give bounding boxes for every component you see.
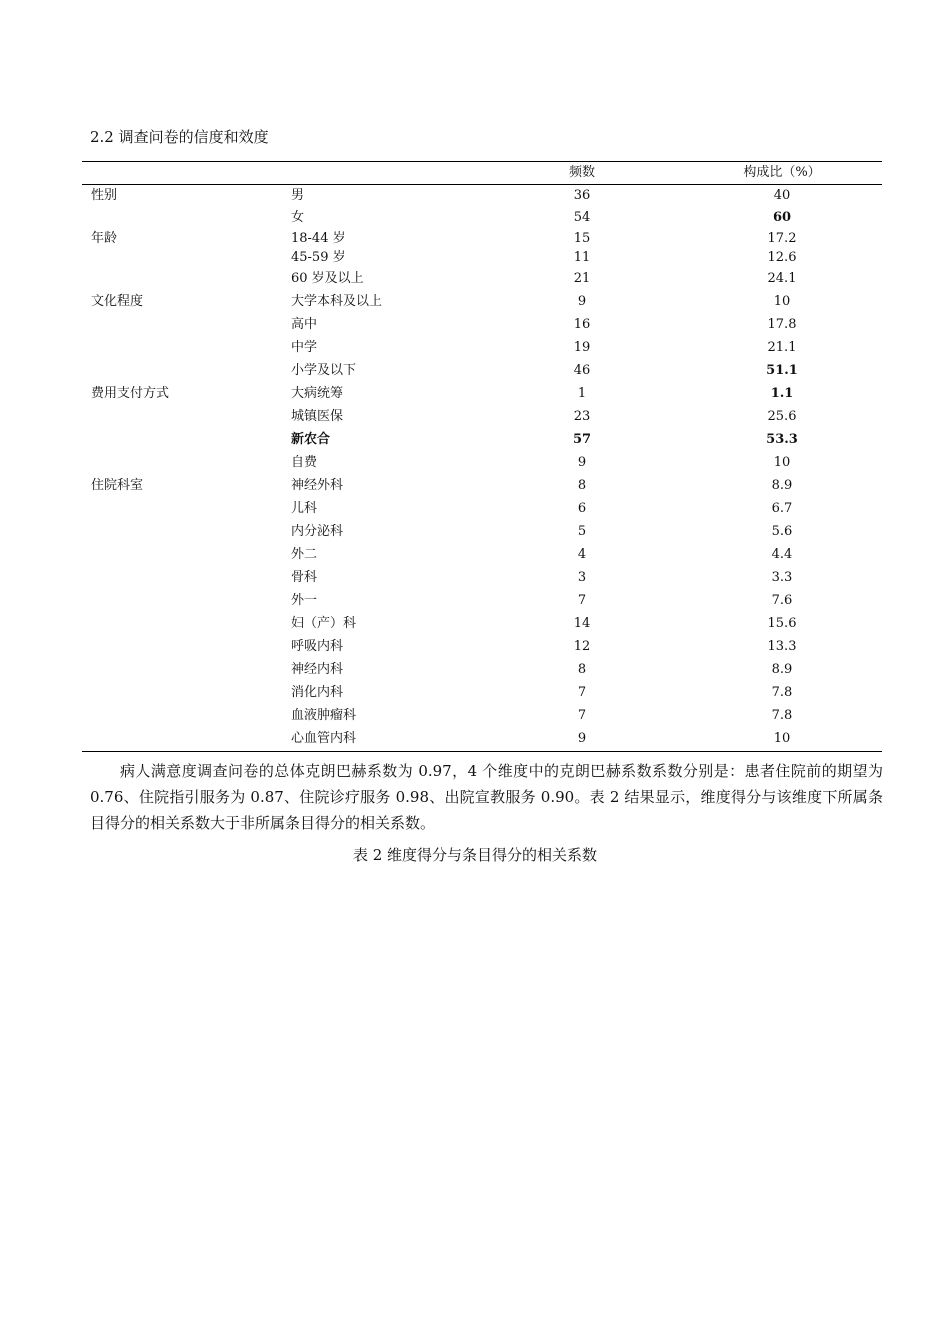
row-frequency: 14 [573, 616, 591, 631]
row-category: 文化程度 [91, 294, 144, 309]
row-percentage: 53.3 [766, 432, 798, 447]
row-category: 住院科室 [91, 478, 144, 493]
row-percentage: 1.1 [770, 386, 794, 401]
row-frequency: 19 [573, 340, 591, 355]
row-item: 消化内科 [291, 685, 344, 700]
table-row [82, 247, 882, 268]
section-heading: 2.2 调查问卷的信度和效度 [90, 128, 269, 146]
row-frequency: 8 [577, 478, 587, 493]
row-item: 外二 [291, 547, 318, 562]
row-item: 城镇医保 [291, 409, 344, 424]
row-item: 60 岁及以上 [291, 271, 364, 286]
row-category: 年龄 [91, 231, 118, 246]
table-row [82, 728, 882, 751]
row-item: 呼吸内科 [291, 639, 344, 654]
row-percentage: 7.6 [771, 593, 793, 608]
row-category: 性别 [91, 188, 118, 203]
table-row [82, 207, 882, 228]
row-item: 神经内科 [291, 662, 344, 677]
row-percentage: 7.8 [771, 685, 793, 700]
table-row [82, 337, 882, 360]
row-percentage: 8.9 [771, 478, 793, 493]
row-frequency: 12 [573, 639, 591, 654]
row-frequency: 9 [577, 455, 587, 470]
row-frequency: 8 [577, 662, 587, 677]
row-percentage: 15.6 [767, 616, 797, 631]
row-frequency: 6 [577, 501, 587, 516]
row-percentage: 4.4 [771, 547, 793, 562]
table-row [82, 360, 882, 383]
table-caption: 表 2 维度得分与条目得分的相关系数 [352, 846, 598, 864]
row-percentage: 40 [773, 188, 791, 203]
row-percentage: 10 [773, 731, 791, 746]
row-frequency: 1 [577, 386, 587, 401]
row-frequency: 23 [573, 409, 591, 424]
row-percentage: 25.6 [767, 409, 797, 424]
row-percentage: 24.1 [767, 271, 797, 286]
table-row [82, 636, 882, 659]
row-percentage: 10 [773, 294, 791, 309]
row-item: 血液肿瘤科 [291, 708, 357, 723]
row-item: 高中 [291, 317, 318, 332]
row-frequency: 5 [577, 524, 587, 539]
row-frequency: 9 [577, 731, 587, 746]
row-item: 外一 [291, 593, 318, 608]
row-percentage: 3.3 [771, 570, 793, 585]
row-item: 45-59 岁 [291, 250, 346, 265]
table-row [82, 452, 882, 475]
table-row [82, 705, 882, 728]
table-row [82, 544, 882, 567]
table-row [82, 185, 882, 207]
row-frequency: 7 [577, 685, 587, 700]
table-row [82, 659, 882, 682]
data-table [82, 161, 882, 752]
row-item: 男 [291, 188, 305, 203]
table-row [82, 228, 882, 247]
table-row [82, 682, 882, 705]
table-row [82, 383, 882, 406]
table-row [82, 475, 882, 498]
row-percentage: 60 [772, 210, 792, 225]
table-row [82, 429, 882, 452]
table-row [82, 268, 882, 291]
row-percentage: 5.6 [771, 524, 793, 539]
row-percentage: 13.3 [767, 639, 797, 654]
row-percentage: 17.2 [767, 231, 797, 246]
row-frequency: 3 [577, 570, 587, 585]
table-row [82, 613, 882, 636]
body-paragraph: 病人满意度调查问卷的总体克朗巴赫系数为 0.97，4 个维度中的克朗巴赫系数系数分别是：患者住院前的期望为 0.76、住院指引服务为 0.87、住院诊疗服务 0.98、出院宣教服务 0.90。表 2 结果显示，维度得分与该维度下所属条目得分的相关系数大于非所属条目得分的相关系数。 [90, 762, 883, 832]
header-frequency: 频数 [568, 165, 595, 180]
row-item: 自费 [291, 455, 318, 470]
table-row [82, 521, 882, 544]
row-percentage: 7.8 [771, 708, 793, 723]
row-percentage: 51.1 [766, 363, 798, 378]
row-frequency: 36 [573, 188, 591, 203]
row-item: 儿科 [291, 501, 318, 516]
row-percentage: 8.9 [771, 662, 793, 677]
row-item: 内分泌科 [291, 524, 344, 539]
row-item: 新农合 [291, 432, 331, 447]
row-percentage: 17.8 [767, 317, 797, 332]
row-percentage: 6.7 [771, 501, 793, 516]
row-frequency: 16 [573, 317, 591, 332]
row-category: 费用支付方式 [91, 386, 170, 401]
row-frequency: 11 [573, 250, 591, 265]
header-percentage: 构成比（%） [743, 165, 821, 180]
row-frequency: 54 [573, 210, 591, 225]
table-row [82, 498, 882, 521]
table-row [82, 590, 882, 613]
row-percentage: 10 [773, 455, 791, 470]
row-item: 大学本科及以上 [291, 294, 383, 309]
row-percentage: 12.6 [767, 250, 797, 265]
row-frequency: 15 [573, 231, 591, 246]
table-header [82, 162, 882, 185]
table-row [82, 567, 882, 590]
row-item: 骨科 [291, 570, 318, 585]
row-frequency: 21 [573, 271, 591, 286]
row-item: 中学 [291, 340, 318, 355]
row-frequency: 4 [577, 547, 587, 562]
table-row [82, 291, 882, 314]
row-frequency: 57 [572, 432, 592, 447]
row-item: 18-44 岁 [291, 231, 346, 246]
row-frequency: 7 [577, 593, 587, 608]
table-row [82, 406, 882, 429]
row-frequency: 7 [577, 708, 587, 723]
row-item: 女 [291, 210, 305, 225]
row-item: 大病统筹 [291, 386, 344, 401]
row-percentage: 21.1 [767, 340, 797, 355]
table-body [82, 185, 882, 751]
row-frequency: 9 [577, 294, 587, 309]
row-item: 妇（产）科 [291, 616, 357, 631]
table-row [82, 314, 882, 337]
row-item: 神经外科 [291, 478, 344, 493]
row-item: 心血管内科 [291, 731, 357, 746]
row-item: 小学及以下 [291, 363, 357, 378]
row-frequency: 46 [573, 363, 591, 378]
